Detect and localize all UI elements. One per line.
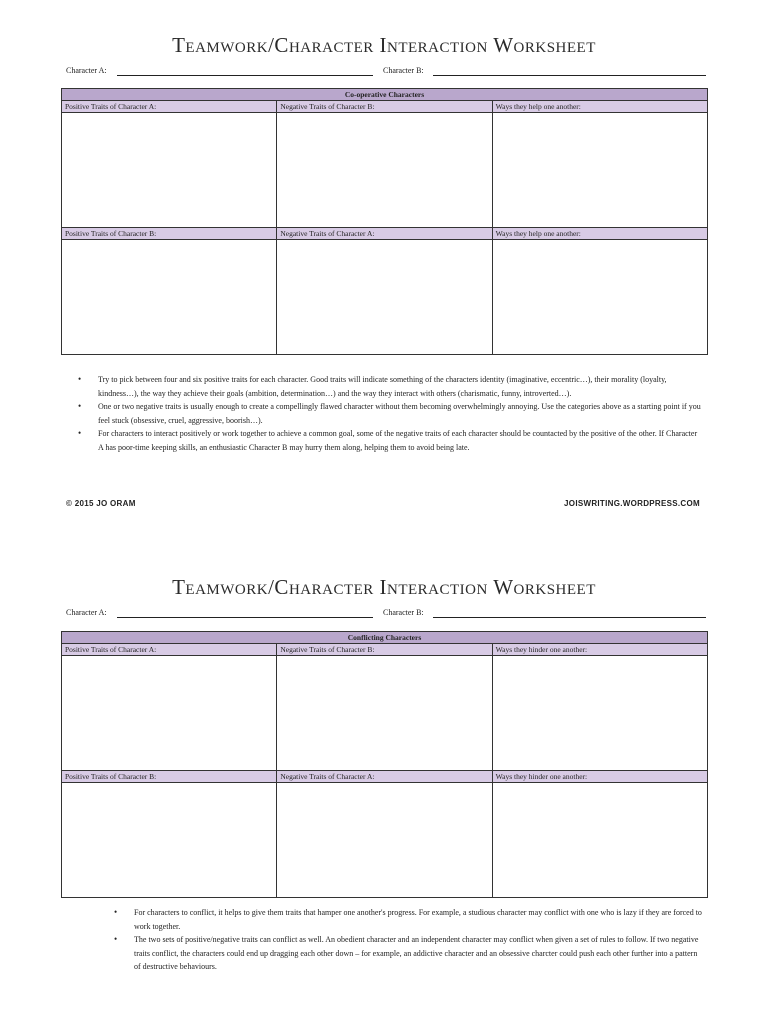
character-b-label: Character B: [383, 608, 424, 617]
page-title: Teamwork/Character Interaction Worksheet [172, 575, 596, 599]
list-item: • The two sets of positive/negative traits can conflict as well. An obedient character and an independent character may conflict when given a set of rules to follow. If two negative traits conflict, the characters could end up dragging each other down – for example, an addictive character and an obsessive charcter could push each other further into a pattern of destructive behaviours. [114, 933, 704, 974]
trait-entry-cell[interactable] [277, 656, 492, 771]
list-item: • For characters to conflict, it helps to give them traits that hamper one another's progress. For example, a studious character may conflict with one who is lazy if they are forced to work together. [114, 906, 704, 933]
column-header: Negative Traits of Character B: [277, 101, 492, 113]
trait-entry-cell[interactable] [62, 656, 277, 771]
list-item: • For characters to interact positively or work together to achieve a common goal, some of the negative traits of each character should be countacted by the positive of the other. If Character A has poor-time keeping skills, an enthusiastic Character B may hurry them along, helping them to avoid being late. [78, 427, 703, 454]
column-header: Positive Traits of Character A: [62, 644, 277, 656]
character-b-field[interactable] [433, 617, 706, 618]
column-header: Positive Traits of Character A: [62, 101, 277, 113]
conflicting-table [61, 631, 708, 898]
list-item: • One or two negative traits is usually enough to create a compellingly flawed character without them becoming overwhelmingly annoying. Use the categories above as a starting point if you feel stuck (obsessive, cruel, aggressive, boorish…). [78, 400, 703, 427]
trait-entry-cell[interactable] [492, 783, 707, 898]
column-header: Positive Traits of Character B: [62, 228, 277, 240]
trait-entry-cell[interactable] [62, 783, 277, 898]
list-item: • Try to pick between four and six positive traits for each character. Good traits will indicate something of the characters identity (imaginative, eccentric…), their morality (loyalty, kindness…), the way they achieve their goals (ambition, determination…) and the way they interact with others (charismatic, funny, introverted…). [78, 373, 703, 400]
character-a-label: Character A: [66, 66, 107, 75]
character-a-label: Character A: [66, 608, 107, 617]
table-caption: Co-operative Characters [62, 89, 708, 101]
column-header: Ways they hinder one another: [492, 771, 707, 783]
column-header: Negative Traits of Character B: [277, 644, 492, 656]
column-header: Ways they hinder one another: [492, 644, 707, 656]
character-b-label: Character B: [383, 66, 424, 75]
column-header: Ways they help one another: [492, 101, 707, 113]
copyright-footer: © 2015 JO ORAM [66, 499, 136, 508]
trait-entry-cell[interactable] [277, 783, 492, 898]
column-header: Positive Traits of Character B: [62, 771, 277, 783]
character-a-field[interactable] [117, 617, 373, 618]
page-title: Teamwork/Character Interaction Worksheet [172, 33, 596, 57]
tips-list [114, 906, 704, 974]
column-header: Negative Traits of Character A: [277, 771, 492, 783]
table-caption: Conflicting Characters [62, 632, 708, 644]
website-footer: JOISWRITING.WORDPRESS.COM [564, 499, 700, 508]
trait-entry-cell[interactable] [492, 656, 707, 771]
column-header: Negative Traits of Character A: [277, 228, 492, 240]
column-header: Ways they help one another: [492, 228, 707, 240]
